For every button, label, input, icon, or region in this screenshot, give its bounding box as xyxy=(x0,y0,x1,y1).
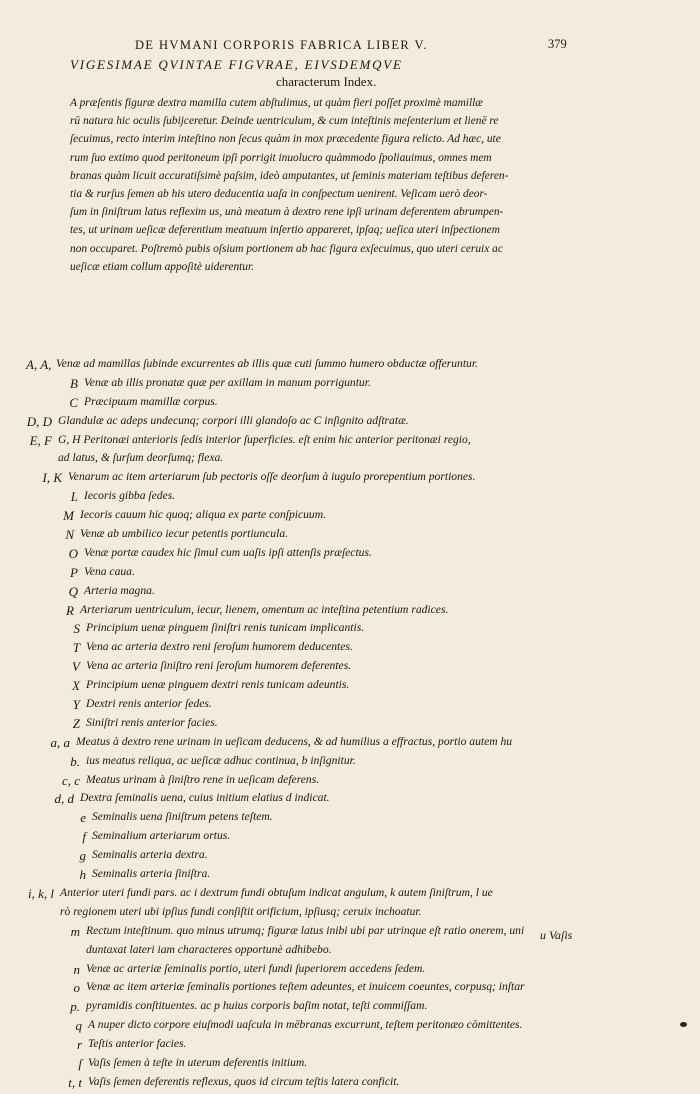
entry-label: o xyxy=(73,980,80,996)
entry-label: M xyxy=(63,508,74,524)
index-entry xyxy=(26,395,586,414)
index-entry xyxy=(26,791,586,810)
entry-label: L xyxy=(70,489,78,505)
entry-label: B xyxy=(70,375,78,391)
intro-line: branas quàm licuit accuratiſsimè paſsim, ideò amputantes, ut ſeminis materiam teſtibus deferen- xyxy=(70,169,509,182)
entry-text: Vaſis ſemen à teſte in uterum deferentis initium. xyxy=(88,1055,308,1069)
index-entry xyxy=(26,1037,586,1056)
entry-text: Seminalium arteriarum ortus. xyxy=(92,829,231,843)
entry-label: I, K xyxy=(42,470,62,486)
entry-label: N xyxy=(65,527,74,543)
entry-text: Venarum ac item arteriarum ſub pectoris oſſe deorſum à iugulo prorepentium portiones. xyxy=(68,470,476,484)
entry-text: duntaxat lateri iam characteres opportunè adhibebo. xyxy=(86,942,332,956)
index-entry xyxy=(26,773,586,792)
index-entry xyxy=(26,943,586,962)
entry-label: r xyxy=(76,1037,82,1053)
index-entry xyxy=(26,754,586,773)
entry-label: C xyxy=(69,394,78,410)
entry-text: Venæ portæ caudex hic ſimul cum uaſis ipſi attenſis præſectus. xyxy=(84,545,372,559)
entry-label: A, A, xyxy=(26,357,52,372)
entry-label: V xyxy=(72,659,80,675)
entry-text: Venæ ac arteriæ ſeminalis portio, uteri fundi ſuperiorem accedens ſedem. xyxy=(86,961,426,975)
entry-text: Venæ ac item arteriæ ſeminalis portiones teſtem adeuntes, et inuicem coeuntes, corpusq; inſtar xyxy=(86,980,525,994)
index-entry xyxy=(26,999,586,1018)
figure-index-subtitle: characterum Index. xyxy=(276,74,377,89)
intro-line: ſum in ſiniſtrum latus reflexim us, unà meatum à dextro rene ipſi urinam deferentem abrumpen- xyxy=(70,206,504,219)
entry-label: a, a xyxy=(50,734,70,750)
index-entry xyxy=(26,735,586,754)
entry-text: A nuper dicto corpore eiuſmodi uaſcula in mēbranas excurrunt, teſtem peritonæo cōmittentes. xyxy=(88,1018,523,1032)
index-entry xyxy=(26,621,586,640)
index-entry xyxy=(26,716,586,735)
index-entry xyxy=(26,584,586,603)
intro-line: ſecuimus, recto interim inteſtino non ſecus quàm in mox præcedente figura relicto. Ad hæc, ute xyxy=(70,133,501,146)
entry-label: T xyxy=(72,640,80,656)
entry-label: X xyxy=(72,678,80,694)
intro-line: tes, ut urinam ueſicæ deferentium meatuum inſertio appareret, ipſaq; ueſica uteri inſpectionem xyxy=(70,224,500,237)
running-title: DE HVMANI CORPORIS FABRICA LIBER V. xyxy=(135,38,428,52)
index-entry xyxy=(26,376,586,395)
entry-label: R xyxy=(66,602,74,618)
index-entry xyxy=(26,678,586,697)
catchword: u Vaſis xyxy=(540,928,573,942)
entry-label: b. xyxy=(70,753,80,769)
entry-text: Principium uenæ pinguem ſiniſtri renis tunicam implicantis. xyxy=(86,621,365,635)
entry-text: Principium uenæ pinguem dextri renis tunicam adeuntis. xyxy=(86,678,350,692)
entry-text: Glandulæ ac adeps undecunq; corpori illi glandoſo ac C inſignito adſtratæ. xyxy=(58,413,409,427)
entry-text: Præcipuum mamillæ corpus. xyxy=(84,394,218,408)
index-entry xyxy=(26,470,586,489)
entry-label: m xyxy=(70,923,80,939)
entry-label: f xyxy=(82,829,86,845)
entry-text: Venæ ab illis pronatæ quæ per axillam in manum porriguntur. xyxy=(84,375,371,389)
index-entry xyxy=(26,848,586,867)
entry-label: O xyxy=(68,545,78,561)
index-entry xyxy=(26,357,586,376)
entry-text: Teſtis anterior facies. xyxy=(88,1037,187,1051)
figure-index-title: VIGESIMAE QVINTAE FIGVRAE, EIVSDEMQVE xyxy=(70,57,403,72)
entry-text: rò regionem uteri ubi ipſius fundi conſiſtit orificium, ipſiusq; ceruix inchoatur. xyxy=(60,904,422,918)
entry-label: S xyxy=(73,621,80,637)
index-entry xyxy=(26,1056,586,1075)
entry-label: Y xyxy=(72,697,80,713)
entry-text: Meatus urinam à ſiniſtro rene in ueſicam deferens. xyxy=(86,772,320,786)
entry-text: Vena ac arteria dextro reni ſeroſum humorem deducentes. xyxy=(86,640,353,654)
intro-paragraph xyxy=(70,94,580,276)
index-entry xyxy=(26,414,586,433)
entry-text: ad latus, & ſurſum deorſumq; flexa. xyxy=(58,451,224,465)
entry-text: Vaſis ſemen deferentis reflexus, quos id circum teſtis latera conficit. xyxy=(88,1074,400,1088)
index-entry xyxy=(26,1018,586,1037)
entry-text: ius meatus reliqua, ac ueſicæ adhuc continua, b inſignitur. xyxy=(86,753,356,767)
index-entry xyxy=(26,697,586,716)
entry-label: c, c xyxy=(61,772,80,788)
entry-label: Z xyxy=(72,715,80,731)
intro-line: tia & rurſus ſemen ab his utero deducentia uaſa in conſpectum uenirent. Veſicam uerò deor- xyxy=(70,187,488,200)
index-entry xyxy=(26,527,586,546)
entry-label: D, D xyxy=(26,413,52,429)
index-entry xyxy=(26,1075,586,1094)
character-index-list xyxy=(26,357,586,1094)
index-entry xyxy=(26,810,586,829)
ink-blot xyxy=(680,1022,687,1027)
intro-line: ueſicæ etiam collum appoſitè uiderentur. xyxy=(70,260,255,273)
entry-text: Vena caua. xyxy=(84,564,135,578)
entry-text: Seminalis uena ſiniſtrum petens teſtem. xyxy=(92,810,273,824)
entry-text: G, H Peritonæi anterioris ſedis interior ſuperficies. eſt enim hic anterior peritonæi regio, xyxy=(58,432,471,446)
entry-text: Venæ ab umbilico iecur petentis portiuncula. xyxy=(80,527,289,541)
index-entry xyxy=(26,451,586,470)
entry-text: Venæ ad mamillas ſubinde excurrentes ab illis quæ cuti ſummo humero obductæ offeruntur. xyxy=(56,357,478,370)
index-entry xyxy=(26,603,586,622)
entry-label: d, d xyxy=(54,791,74,807)
index-entry xyxy=(26,489,586,508)
intro-line: rum ſuo extimo quod peritoneum ipſi porrigit inuolucro quàmmodo ſpoliauimus, omnes mem xyxy=(70,151,492,164)
index-entry xyxy=(26,829,586,848)
entry-text: pyramidis conſtituentes. ac p huius corporis baſim notat, teſti commiſſam. xyxy=(86,999,428,1013)
index-entry xyxy=(26,659,586,678)
entry-text: Iecoris gibba ſedes. xyxy=(84,489,176,503)
entry-label: e xyxy=(80,810,86,826)
index-entry xyxy=(26,565,586,584)
entry-text: Arteriarum uentriculum, iecur, lienem, omentum ac inteſtina petentium radices. xyxy=(80,602,449,616)
entry-text: Seminalis arteria ſiniſtra. xyxy=(92,867,211,881)
index-entry xyxy=(26,905,586,924)
entry-text: Vena ac arteria ſiniſtro reni ſeroſum humorem deferentes. xyxy=(86,659,352,673)
entry-label: P xyxy=(70,564,78,580)
intro-line: rū natura hic oculis ſubijceretur. Deinde uentriculum, & cum inteſtinis meſenterium et lienē re xyxy=(70,115,499,128)
entry-label: ſ xyxy=(78,1055,82,1071)
entry-text: Arteria magna. xyxy=(84,583,155,597)
entry-text: Rectum inteſtinum. quo minus utrumq; figuræ latus inibi ubi par utrinque eſt ratio onerem, uni xyxy=(86,923,525,937)
entry-text: Dextri renis anterior ſedes. xyxy=(86,697,212,711)
entry-text: Dextra ſeminalis uena, cuius initium elatius d indicat. xyxy=(80,791,330,805)
entry-text: Seminalis arteria dextra. xyxy=(92,848,208,862)
page-number: 379 xyxy=(548,37,567,51)
entry-text: Siniſtri renis anterior facies. xyxy=(86,715,218,729)
entry-label: n xyxy=(73,961,80,977)
index-entry xyxy=(26,867,586,886)
index-entry xyxy=(26,433,586,452)
entry-label: E, F xyxy=(29,432,52,448)
entry-text: Iecoris cauum hic quoq; aliqua ex parte conſpicuum. xyxy=(80,508,326,522)
index-entry xyxy=(26,924,586,943)
intro-line: non occuparet. Poſtremò pubis oſsium portionem ab hac figura exſecuimus, quo uteri ceruix ac xyxy=(70,242,503,255)
index-entry xyxy=(26,640,586,659)
entry-text: Anterior uteri fundi pars. ac i dextrum fundi obtuſum indicat angulum, k autem ſiniſtrum, l ue xyxy=(60,885,493,899)
entry-text: Meatus à dextro rene urinam in ueſicam deducens, & ad humilius a effractus, portio autem hu xyxy=(76,734,513,748)
entry-label: g xyxy=(79,848,86,864)
index-entry xyxy=(26,546,586,565)
index-entry xyxy=(26,962,586,981)
index-entry xyxy=(26,980,586,999)
entry-label: p. xyxy=(70,999,80,1015)
intro-line: A præſentis figuræ dextra mamilla cutem abſtulimus, ut quàm fieri poſſet proximè mamillæ xyxy=(70,97,483,109)
index-entry xyxy=(26,508,586,527)
index-entry xyxy=(26,886,586,905)
entry-label: Q xyxy=(68,583,78,599)
entry-label: h xyxy=(79,867,86,883)
entry-label: i, k, l xyxy=(28,885,54,901)
entry-label: t, t xyxy=(68,1074,82,1090)
entry-label: q xyxy=(75,1018,82,1034)
